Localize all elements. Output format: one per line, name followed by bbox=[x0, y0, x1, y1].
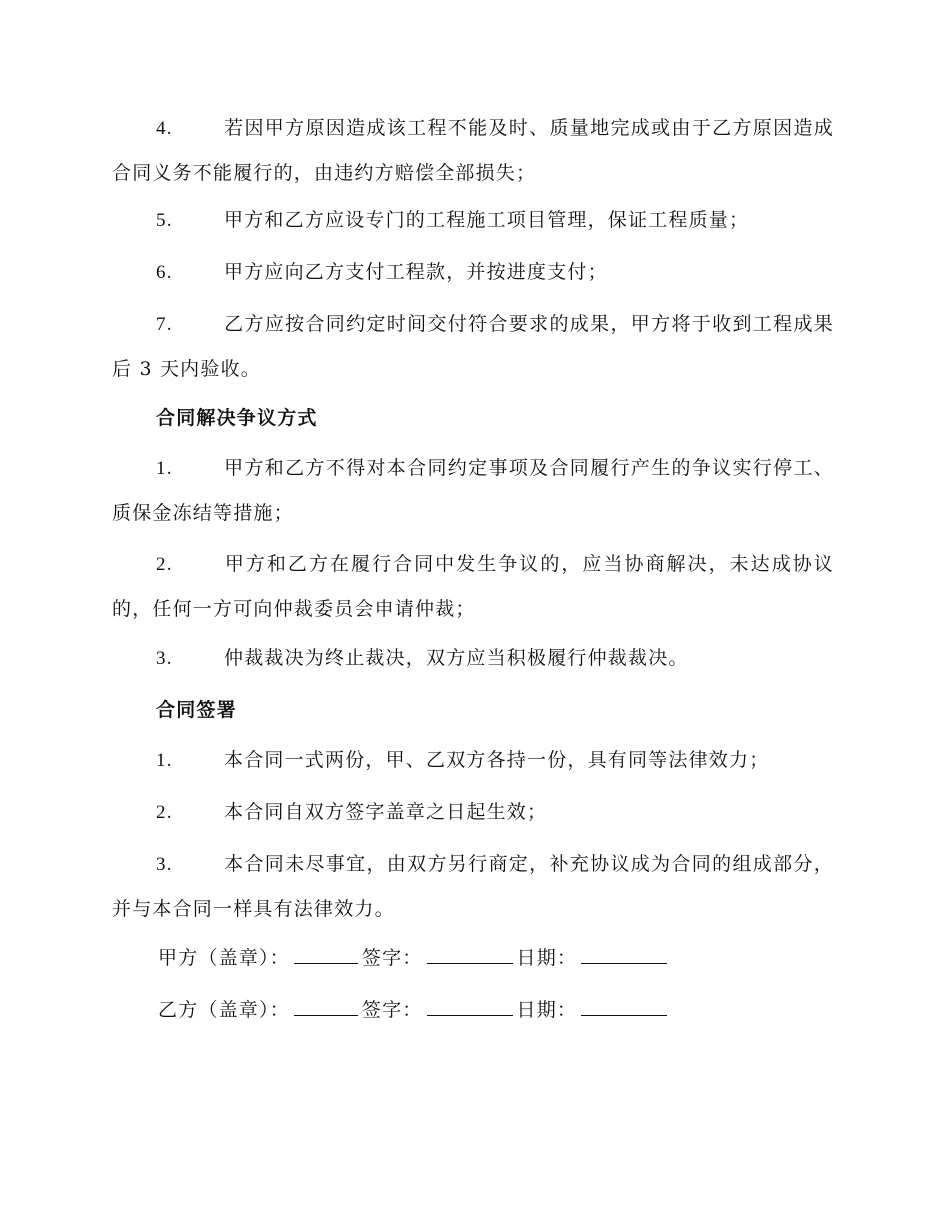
item-text: 若因甲方原因造成该工程不能及时、质量地完成或由于乙方原因造成合同义务不能履行的，由违约方赔偿全部损失； bbox=[112, 117, 834, 184]
item-number: 2. bbox=[156, 554, 173, 575]
item-text: 本合同自双方签字盖章之日起生效； bbox=[224, 801, 548, 823]
item-number: 6. bbox=[156, 262, 173, 283]
item-text: 甲方和乙方不得对本合同约定事项及合同履行产生的争议实行停工、质保金冻结等措施； bbox=[112, 457, 834, 524]
dispute-item-1 bbox=[112, 446, 834, 535]
signature-blank[interactable] bbox=[427, 941, 513, 964]
dispute-heading: 合同解决争议方式 bbox=[156, 407, 318, 429]
item-number: 5. bbox=[156, 210, 173, 231]
item-text: 本合同一式两份，甲、乙双方各持一份，具有同等法律效力； bbox=[224, 749, 770, 771]
party-label: 乙方（盖章）： bbox=[158, 999, 290, 1021]
signing-heading: 合同签署 bbox=[156, 699, 237, 721]
signature-line-party-b bbox=[158, 988, 671, 1032]
dispute-item-3 bbox=[112, 636, 834, 681]
item-number: 4. bbox=[156, 118, 173, 139]
obligation-item-5 bbox=[112, 198, 834, 243]
signing-item-3 bbox=[112, 842, 834, 931]
seal-blank[interactable] bbox=[294, 941, 358, 964]
sign-label: 签字： bbox=[361, 947, 423, 969]
party-label: 甲方（盖章）： bbox=[158, 947, 290, 969]
item-text: 甲方应向乙方支付工程款，并按进度支付； bbox=[224, 261, 608, 283]
obligation-item-4 bbox=[112, 106, 834, 195]
item-text: 甲方和乙方在履行合同中发生争议的，应当协商解决，未达成协议的，任何一方可向仲裁委员会申请仲裁； bbox=[112, 553, 834, 620]
signing-item-1 bbox=[112, 738, 834, 783]
signature-blank[interactable] bbox=[427, 993, 513, 1016]
sign-label: 签字： bbox=[361, 999, 423, 1021]
item-number: 3. bbox=[156, 648, 173, 669]
item-text: 仲裁裁决为终止裁决，双方应当积极履行仲裁裁决。 bbox=[224, 647, 689, 669]
date-blank[interactable] bbox=[581, 993, 667, 1016]
date-label: 日期： bbox=[516, 999, 578, 1021]
obligation-item-7 bbox=[112, 302, 834, 391]
item-number: 1. bbox=[156, 750, 173, 771]
signature-line-party-a bbox=[158, 936, 671, 980]
seal-blank[interactable] bbox=[294, 993, 358, 1016]
item-number: 1. bbox=[156, 458, 173, 479]
dispute-item-2 bbox=[112, 542, 834, 631]
item-number: 7. bbox=[156, 314, 173, 335]
item-number: 3. bbox=[156, 854, 173, 875]
obligation-item-6 bbox=[112, 250, 834, 295]
item-number: 2. bbox=[156, 802, 173, 823]
date-blank[interactable] bbox=[581, 941, 667, 964]
item-text: 甲方和乙方应设专门的工程施工项目管理，保证工程质量； bbox=[224, 209, 750, 231]
item-text: 本合同未尽事宜，由双方另行商定，补充协议成为合同的组成部分，并与本合同一样具有法律效力。 bbox=[112, 853, 834, 920]
date-label: 日期： bbox=[516, 947, 578, 969]
signing-item-2 bbox=[112, 790, 834, 835]
item-text: 乙方应按合同约定时间交付符合要求的成果，甲方将于收到工程成果后 3 天内验收。 bbox=[112, 313, 834, 380]
